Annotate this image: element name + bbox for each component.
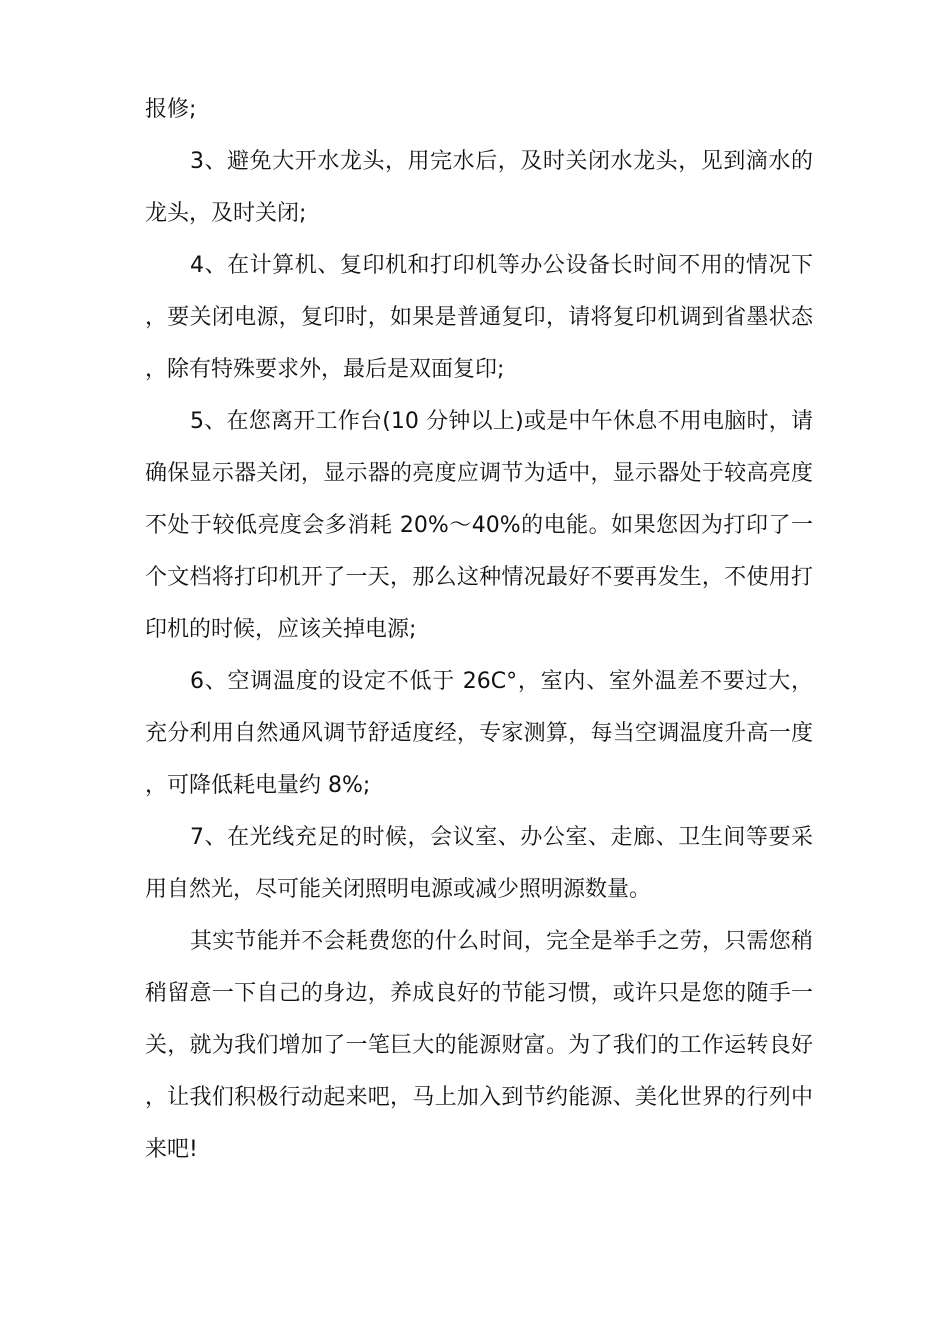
document-body	[145, 84, 813, 1176]
paragraph-continuation: 报修;	[145, 97, 197, 122]
paragraph-item-5: 5、在您离开工作台(10 分钟以上)或是中午休息不用电脑时，请确保显示器关闭，显示器的亮度应调节为适中，显示器处于较高亮度不处于较低亮度会多消耗 20%～40%的电能。如果您因为打印了一个文档将打印机开了一天，那么这种情况最好不要再发生，不使用打印机的时候，应该关掉电源;	[145, 409, 813, 642]
paragraph-item-4: 4、在计算机、复印机和打印机等办公设备长时间不用的情况下，要关闭电源，复印时，如果是普通复印，请将复印机调到省墨状态，除有特殊要求外，最后是双面复印;	[145, 253, 813, 382]
paragraph-conclusion: 其实节能并不会耗费您的什么时间，完全是举手之劳，只需您稍稍留意一下自己的身边，养成良好的节能习惯，或许只是您的随手一关，就为我们增加了一笔巨大的能源财富。为了我们的工作运转良好，让我们积极行动起来吧，马上加入到节约能源、美化世界的行列中来吧!	[145, 929, 813, 1162]
paragraph-item-6: 6、空调温度的设定不低于 26C°，室内、室外温差不要过大，充分利用自然通风调节舒适度经，专家测算，每当空调温度升高一度，可降低耗电量约 8%;	[145, 669, 813, 798]
paragraph-item-7: 7、在光线充足的时候，会议室、办公室、走廊、卫生间等要采用自然光，尽可能关闭照明电源或减少照明源数量。	[145, 825, 813, 902]
paragraph-item-3: 3、避免大开水龙头，用完水后，及时关闭水龙头，见到滴水的龙头，及时关闭;	[145, 149, 813, 226]
